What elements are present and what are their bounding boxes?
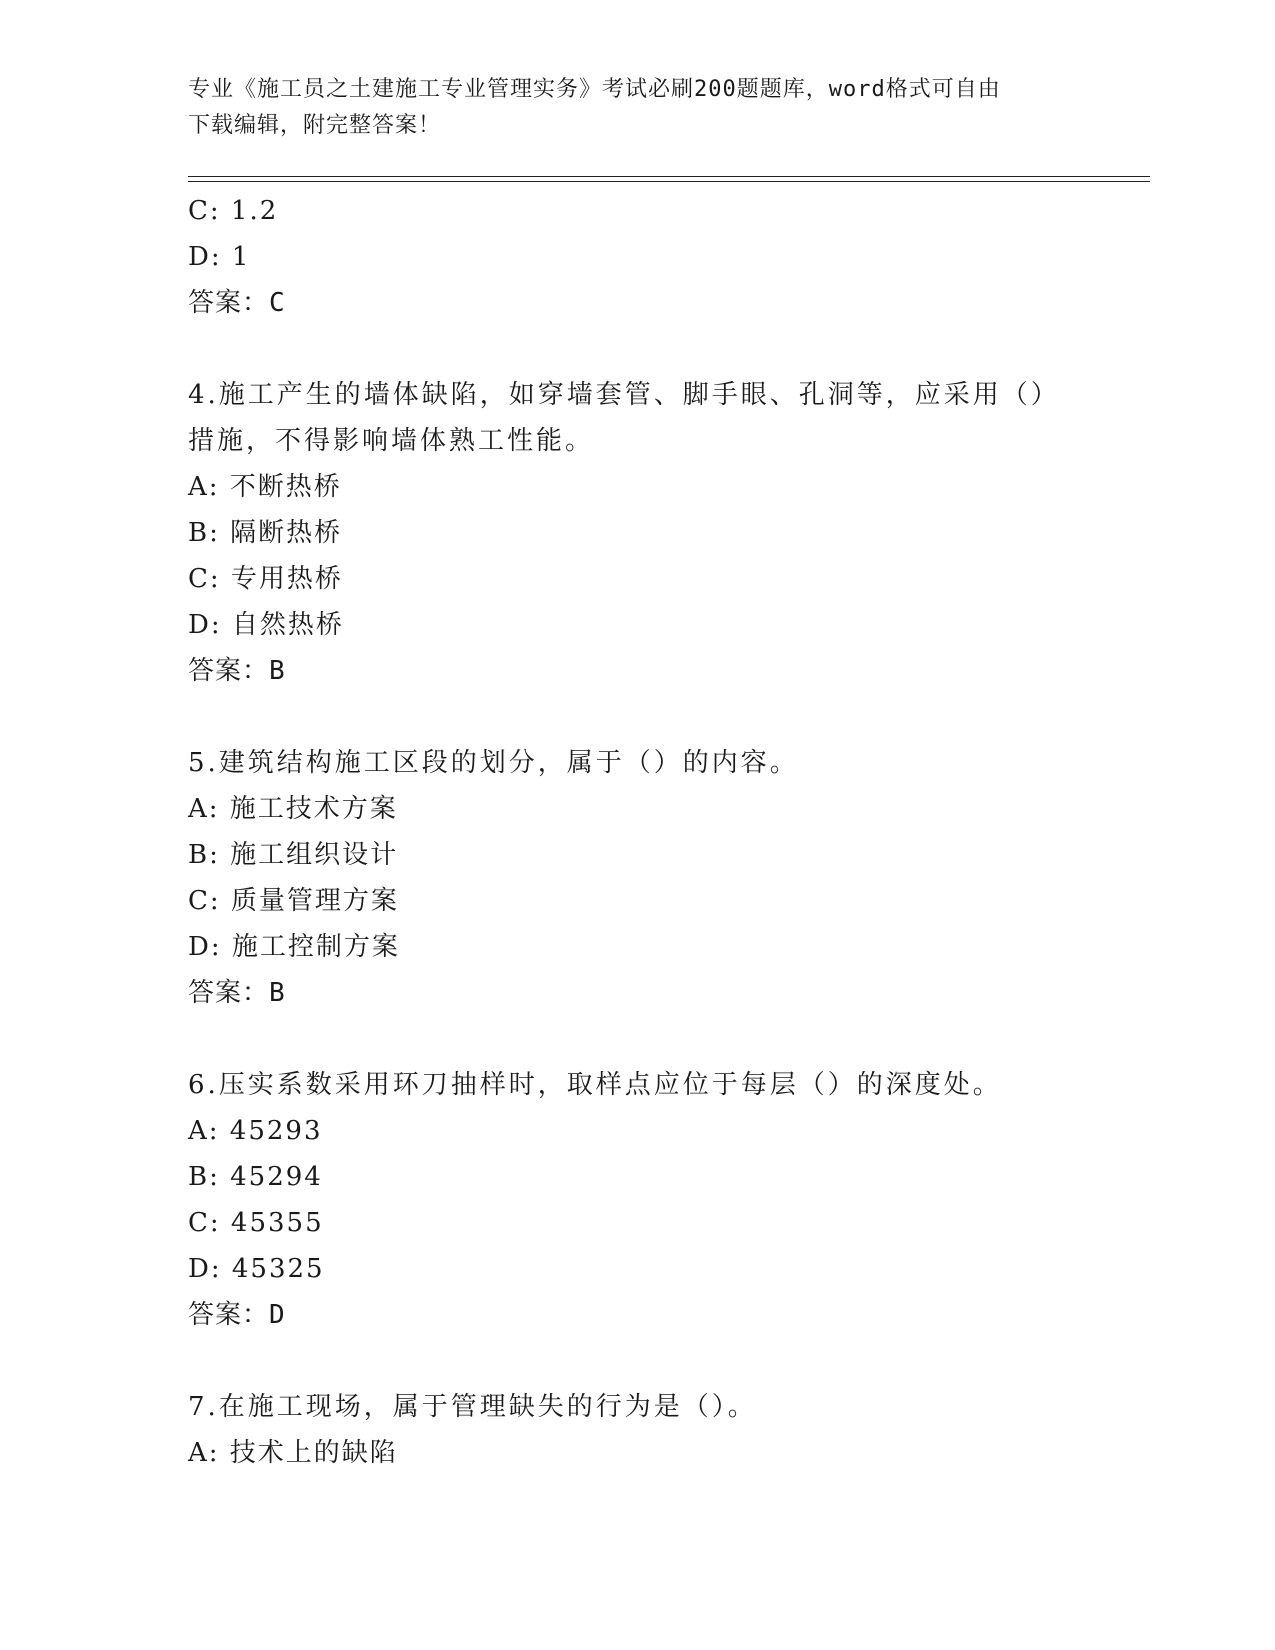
option-c: C: 1.2 (188, 196, 279, 226)
question-7 (188, 1384, 1148, 1476)
spacer (188, 326, 1148, 372)
option-d: D: 自然热桥 (188, 610, 344, 640)
option-b: B: 45294 (188, 1162, 323, 1192)
option-d: D: 45325 (188, 1254, 325, 1284)
question-5 (188, 740, 1148, 1016)
option-c: C: 45355 (188, 1208, 324, 1238)
question-4 (188, 372, 1148, 694)
answer-line: 答案：B (188, 656, 286, 686)
answer-line: 答案：D (188, 1300, 286, 1330)
option-c: C: 专用热桥 (188, 564, 343, 594)
question-text-line-1: 6.压实系数采用环刀抽样时，取样点应位于每层（）的深度处。 (188, 1070, 1002, 1100)
header-rule-top (188, 176, 1150, 177)
answer-line: 答案：C (188, 288, 286, 318)
spacer (188, 1016, 1148, 1062)
question-list (188, 188, 1148, 1476)
question-text-line-2: 措施，不得影响墙体熟工性能。 (188, 426, 595, 456)
option-d: D: 1 (188, 242, 251, 272)
option-a: A: 技术上的缺陷 (188, 1438, 398, 1468)
question-text-line-1: 7.在施工现场，属于管理缺失的行为是（）。 (188, 1392, 757, 1422)
spacer (188, 1338, 1148, 1384)
question-text-line-1: 5.建筑结构施工区段的划分，属于（）的内容。 (188, 748, 799, 778)
option-a: A: 不断热桥 (188, 472, 342, 502)
option-c: C: 质量管理方案 (188, 886, 399, 916)
option-b: B: 隔断热桥 (188, 518, 343, 548)
header-rule-bottom (188, 181, 1150, 182)
header-line-1: 专业《施工员之土建施工专业管理实务》考试必刷200题题库，word格式可自由 (188, 77, 1001, 102)
option-b: B: 施工组织设计 (188, 840, 399, 870)
answer-line: 答案：B (188, 978, 286, 1008)
option-a: A: 45293 (188, 1116, 323, 1146)
document-header (188, 72, 1088, 144)
question-3 (188, 188, 1148, 326)
question-6 (188, 1062, 1148, 1338)
option-d: D: 施工控制方案 (188, 932, 400, 962)
header-line-2: 下载编辑，附完整答案！ (188, 113, 442, 138)
spacer (188, 694, 1148, 740)
option-a: A: 施工技术方案 (188, 794, 398, 824)
question-text-line-1: 4.施工产生的墙体缺陷，如穿墙套管、脚手眼、孔洞等，应采用（） (188, 380, 1060, 410)
